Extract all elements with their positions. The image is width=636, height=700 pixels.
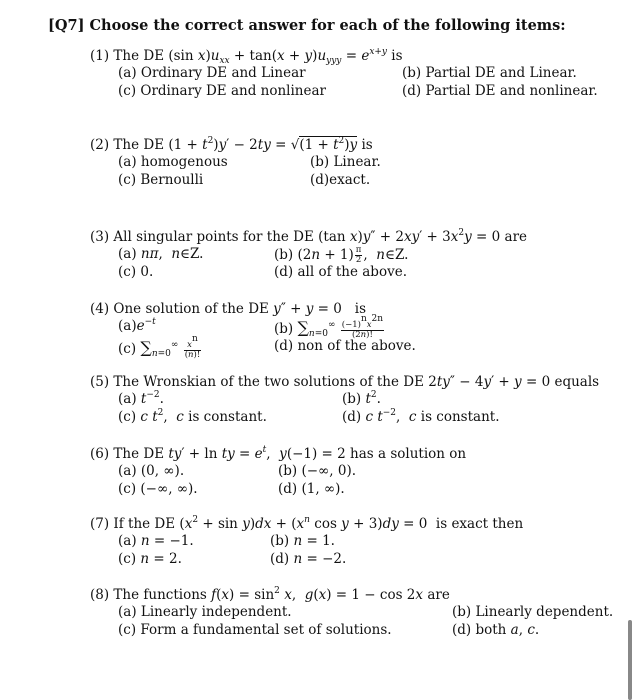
option-a[interactable]: (a) homogenous [118,154,228,170]
option-d[interactable]: (d) Partial DE and nonlinear. [402,83,598,99]
question-stem: (4) One solution of the DE y″ + y = 0 is [90,301,366,317]
option-c[interactable]: (c) Bernoulli [118,172,204,188]
option-b[interactable]: (b) n = 1. [270,533,335,549]
page-title: [Q7] Choose the correct answer for each of the following items: [48,17,566,34]
option-b[interactable]: (b) Linear. [310,154,381,170]
option-d[interactable]: (d) n = −2. [270,551,347,567]
option-d[interactable]: (d) all of the above. [274,264,407,280]
option-a[interactable]: (a) nπ, n∈Z. [118,246,204,262]
question-1 [90,48,620,101]
option-b[interactable]: (b) Linearly dependent. [452,604,614,620]
option-a[interactable]: (a) Linearly independent. [118,604,292,620]
option-d[interactable]: (d) c $t^{-2}$, c is constant. [342,408,500,425]
option-d[interactable]: (d) both a, c. [452,622,540,638]
question-4 [90,301,620,358]
question-2 [90,137,620,190]
option-d[interactable]: (d) (1, ∞). [278,481,345,497]
option-c[interactable]: (c) 0. [118,264,154,280]
question-3 [90,229,620,282]
question-stem: (7) If the DE $(x^2 + \sin y)dx + (x^n$ cos y + 3)dy = 0 is exact then [90,515,524,532]
option-c[interactable]: (c) $\sum_{n=0}^\infty$ $\frac{x^n}{(n)!}$ [118,334,201,360]
question-stem: (1) The DE (sin $x)u_{xx} + \tan(x + y)u_{yyy} = e^{x+y}$ is [90,47,403,66]
question-stem: (8) The functions $f(x) = \sin^2 x$, g(x) = 1 − cos 2x are [90,586,450,603]
question-7 [90,516,620,569]
option-b[interactable]: (b) $t^2$. [342,390,381,407]
question-stem: (5) The Wronskian of the two solutions of the DE 2ty″ − 4y′ + y = 0 equals [90,374,600,390]
option-b[interactable]: (b) Partial DE and Linear. [402,65,577,81]
option-b[interactable]: (b) (−∞, 0). [278,463,357,479]
option-a[interactable]: (a) $t^{-2}$. [118,390,164,407]
option-b[interactable]: (b) $\sum_{n=0}^\infty$ $\frac{(-1)^nx^{2n}}{(2n)!}$ [274,314,384,340]
question-stem: (2) The DE $(1 + t^2)y' - 2ty = √(1 + t^2)y$ is [90,136,373,153]
question-stem: (6) The DE ty′ + ln ty = $e^t$, y(−1) = 2 has a solution on [90,445,467,462]
option-d[interactable]: (d)exact. [310,172,371,188]
option-c[interactable]: (c) n = 2. [118,551,182,567]
option-a[interactable]: (a) Ordinary DE and Linear [118,65,306,81]
question-5 [90,374,620,427]
option-c[interactable]: (c) c $t^2$, c is constant. [118,408,267,425]
option-c[interactable]: (c) Form a fundamental set of solutions. [118,622,392,638]
option-c[interactable]: (c) Ordinary DE and nonlinear [118,83,326,99]
scrollbar[interactable] [628,620,632,700]
option-b[interactable]: (b) (2n + 1) $\frac{\pi}{2}$ , n∈Z. [274,245,409,265]
option-a[interactable]: $(a)e^{-t}$ [118,317,156,334]
option-a[interactable]: (a) (0, ∞). [118,463,185,479]
question-6 [90,446,620,499]
question-stem: (3) All singular points for the DE (tan $x)y'' + 2xy' + 3x^2y = 0$ are [90,228,528,245]
option-d[interactable]: (d) non of the above. [274,338,416,354]
option-a[interactable]: (a) n = −1. [118,533,194,549]
question-8 [90,587,620,640]
option-c[interactable]: (c) (−∞, ∞). [118,481,198,497]
